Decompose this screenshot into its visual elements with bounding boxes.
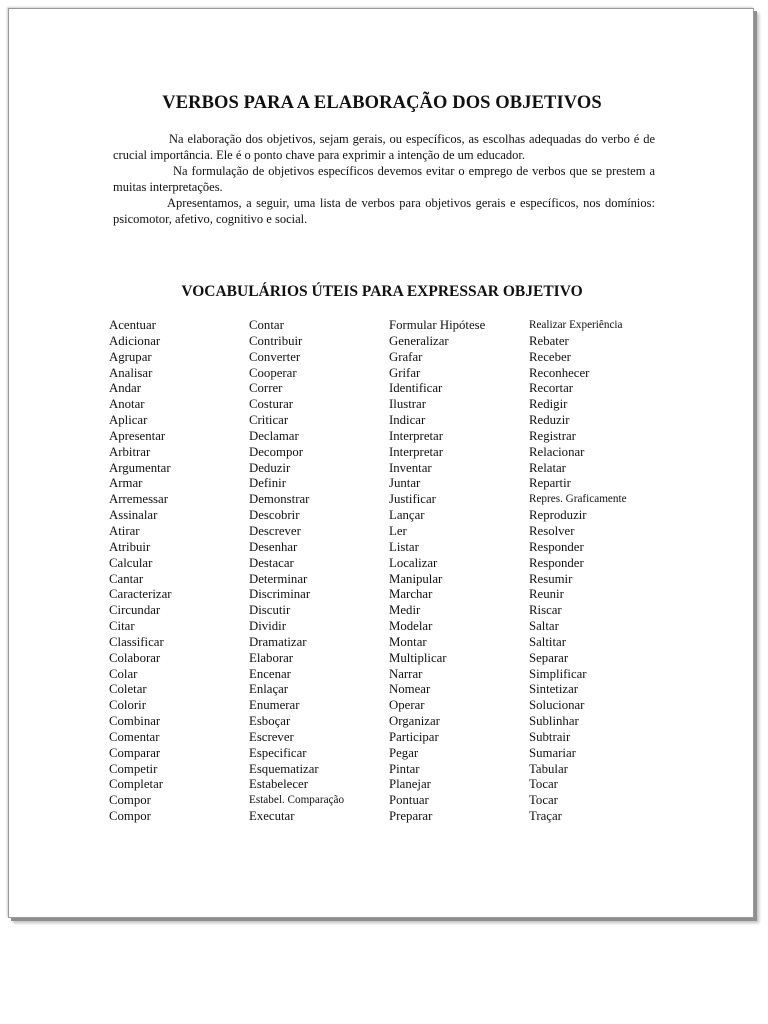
vocabulary-word: Reunir <box>529 587 564 602</box>
vocabulary-word: Assinalar <box>109 508 158 523</box>
vocabulary-word: Colar <box>109 666 138 681</box>
vocabulary-word: Arbitrar <box>109 444 151 459</box>
vocabulary-word: Encenar <box>249 666 291 681</box>
vocabulary-word: Deduzir <box>249 460 291 475</box>
vocabulary-word: Reduzir <box>529 413 570 428</box>
vocabulary-word: Competir <box>109 761 158 776</box>
vocabulary-word: Apresentar <box>109 428 166 443</box>
vocabulary-word: Esboçar <box>249 714 291 729</box>
vocabulary-word: Contar <box>249 318 284 332</box>
vocabulary-word: Agrupar <box>109 349 152 364</box>
vocabulary-word: Elaborar <box>249 650 294 665</box>
vocabulary-word: Calcular <box>109 555 153 570</box>
vocabulary-word: Colorir <box>109 698 146 713</box>
vocabulary-word: Enumerar <box>249 698 300 713</box>
vocabulary-word: Decompor <box>249 444 304 459</box>
vocabulary-word: Costurar <box>249 397 294 412</box>
vocabulary-word: Enlaçar <box>249 682 289 697</box>
vocabulary-word: Estabelecer <box>249 777 308 792</box>
vocabulary-word: Definir <box>249 476 286 491</box>
vocabulary-word: Discutir <box>249 603 291 618</box>
vocabulary-word: Multiplicar <box>389 650 447 665</box>
vocabulary-word: Montar <box>389 634 427 649</box>
vocabulary-word: Tabular <box>529 761 568 776</box>
vocabulary-word: Relatar <box>529 460 566 475</box>
vocabulary-word: Grifar <box>389 365 421 380</box>
vocabulary-word: Solucionar <box>529 698 585 713</box>
vocabulary-word: Cooperar <box>249 365 297 380</box>
vocabulary-word: Dramatizar <box>249 634 307 649</box>
vocabulary-word: Escrever <box>249 729 294 744</box>
vocabulary-word: Subtrair <box>529 729 571 744</box>
vocabulary-word: Caracterizar <box>109 587 172 602</box>
vocabulary-word: Redigir <box>529 397 568 412</box>
vocabulary-word: Localizar <box>389 555 438 570</box>
vocabulary-word: Inventar <box>389 460 432 475</box>
vocabulary-word: Arremessar <box>109 492 168 507</box>
vocabulary-word: Tocar <box>529 777 558 792</box>
vocabulary-word: Reproduzir <box>529 508 587 523</box>
vocabulary-word: Separar <box>529 650 569 665</box>
vocabulary-list <box>109 318 669 825</box>
vocabulary-word: Saltar <box>529 619 559 634</box>
vocabulary-word: Planejar <box>389 777 431 792</box>
vocabulary-word: Armar <box>109 476 143 491</box>
vocabulary-word: Listar <box>389 539 419 554</box>
vocabulary-column-1 <box>109 318 249 825</box>
vocabulary-word: Simplificar <box>529 666 587 681</box>
vocabulary-word: Resolver <box>529 523 575 538</box>
vocabulary-word: Destacar <box>249 555 294 570</box>
vocabulary-word: Atribuir <box>109 539 151 554</box>
vocabulary-word: Cantar <box>109 571 144 586</box>
document-title: VERBOS PARA A ELABORAÇÃO DOS OBJETIVOS <box>162 93 602 113</box>
vocabulary-word: Esquematizar <box>249 761 319 776</box>
document-page <box>8 8 754 918</box>
vocabulary-word: Nomear <box>389 682 431 697</box>
vocabulary-word: Sublinhar <box>529 714 579 729</box>
vocabulary-word: Traçar <box>529 809 562 824</box>
vocabulary-word: Argumentar <box>109 460 171 475</box>
vocabulary-word: Citar <box>109 619 135 634</box>
vocabulary-word: Juntar <box>389 476 421 491</box>
vocabulary-word: Resumir <box>529 571 573 586</box>
vocabulary-word: Converter <box>249 349 301 364</box>
vocabulary-word: Repres. Graficamente <box>529 493 627 506</box>
intro-paragraph: Na formulação de objetivos específicos devemos evitar o emprego de verbos que se prestem a muitas interpretações. <box>113 164 655 194</box>
vocabulary-word: Coletar <box>109 682 147 697</box>
vocabulary-word: Narrar <box>389 666 423 681</box>
intro-paragraph: Na elaboração dos objetivos, sejam gerais, ou específicos, as escolhas adequadas do verbo é de crucial importância. Ele é o ponto chave para exprimir a intenção de um educador. <box>113 132 655 162</box>
vocabulary-word: Pintar <box>389 761 420 776</box>
vocabulary-word: Estabel. Comparação <box>249 794 345 807</box>
vocabulary-word: Responder <box>529 539 584 554</box>
vocabulary-word: Identificar <box>389 381 443 396</box>
intro-text <box>113 131 655 227</box>
vocabulary-word: Atirar <box>109 523 140 538</box>
vocabulary-word: Correr <box>249 381 283 396</box>
vocabulary-word: Analisar <box>109 365 153 380</box>
vocabulary-word: Reconhecer <box>529 365 590 380</box>
vocabulary-word: Criticar <box>249 413 289 428</box>
vocabulary-word: Medir <box>389 603 421 618</box>
vocabulary-word: Aplicar <box>109 413 148 428</box>
vocabulary-word: Participar <box>389 729 439 744</box>
vocabulary-word: Pegar <box>389 745 419 760</box>
vocabulary-word: Combinar <box>109 714 161 729</box>
vocabulary-word: Comparar <box>109 745 161 760</box>
vocabulary-word: Riscar <box>529 603 562 618</box>
vocabulary-word: Registrar <box>529 428 576 443</box>
vocabulary-word: Andar <box>109 381 141 396</box>
vocabulary-word: Anotar <box>109 397 145 412</box>
vocabulary-column-2 <box>249 318 389 825</box>
vocabulary-word: Especificar <box>249 745 307 760</box>
vocabulary-word: Formular Hipótese <box>389 318 486 332</box>
vocabulary-word: Descrever <box>249 523 301 538</box>
vocabulary-word: Descobrir <box>249 508 300 523</box>
vocabulary-word: Compor <box>109 793 151 808</box>
vocabulary-word: Circundar <box>109 603 161 618</box>
vocabulary-word: Interpretar <box>389 444 443 459</box>
vocabulary-word: Saltitar <box>529 634 566 649</box>
vocabulary-word: Manipular <box>389 571 443 586</box>
vocabulary-word: Indicar <box>389 413 426 428</box>
vocabulary-word: Adicionar <box>109 333 161 348</box>
vocabulary-word: Receber <box>529 349 571 364</box>
intro-paragraph: Apresentamos, a seguir, uma lista de verbos para objetivos gerais e específicos, nos domínios: psicomotor, afetivo, cognitivo e social. <box>113 196 655 226</box>
vocabulary-word: Relacionar <box>529 444 585 459</box>
vocabulary-word: Classificar <box>109 634 164 649</box>
vocabulary-word: Grafar <box>389 349 423 364</box>
vocabulary-word: Colaborar <box>109 650 161 665</box>
vocabulary-word: Contribuir <box>249 333 303 348</box>
vocabulary-word: Declamar <box>249 428 299 443</box>
vocabulary-word: Acentuar <box>109 318 156 332</box>
vocabulary-word: Discriminar <box>249 587 311 602</box>
vocabulary-column-4 <box>529 318 669 825</box>
vocabulary-word: Tocar <box>529 793 558 808</box>
vocabulary-heading: VOCABULÁRIOS ÚTEIS PARA EXPRESSAR OBJETIVO <box>181 283 583 300</box>
vocabulary-word: Executar <box>249 809 295 824</box>
vocabulary-word: Realizar Experiência <box>529 319 623 331</box>
vocabulary-column-3 <box>389 318 529 825</box>
vocabulary-word: Ilustrar <box>389 397 426 412</box>
vocabulary-word: Operar <box>389 698 425 713</box>
vocabulary-word: Repartir <box>529 476 571 491</box>
vocabulary-word: Rebater <box>529 333 569 348</box>
vocabulary-word: Demonstrar <box>249 492 310 507</box>
vocabulary-word: Justificar <box>389 492 436 507</box>
vocabulary-word: Pontuar <box>389 793 429 808</box>
vocabulary-word: Sintetizar <box>529 682 579 697</box>
vocabulary-word: Recortar <box>529 381 574 396</box>
vocabulary-word: Dividir <box>249 619 286 634</box>
vocabulary-word: Ler <box>389 523 407 538</box>
vocabulary-word: Organizar <box>389 714 440 729</box>
vocabulary-word: Marchar <box>389 587 433 602</box>
vocabulary-word: Determinar <box>249 571 308 586</box>
vocabulary-word: Modelar <box>389 619 433 634</box>
vocabulary-word: Comentar <box>109 729 160 744</box>
vocabulary-word: Sumariar <box>529 745 576 760</box>
vocabulary-word: Compor <box>109 809 151 824</box>
vocabulary-word: Interpretar <box>389 428 443 443</box>
vocabulary-word: Lançar <box>389 508 425 523</box>
vocabulary-word: Completar <box>109 777 164 792</box>
vocabulary-word: Responder <box>529 555 584 570</box>
vocabulary-word: Desenhar <box>249 539 298 554</box>
vocabulary-word: Generalizar <box>389 333 449 348</box>
vocabulary-word: Preparar <box>389 809 433 824</box>
